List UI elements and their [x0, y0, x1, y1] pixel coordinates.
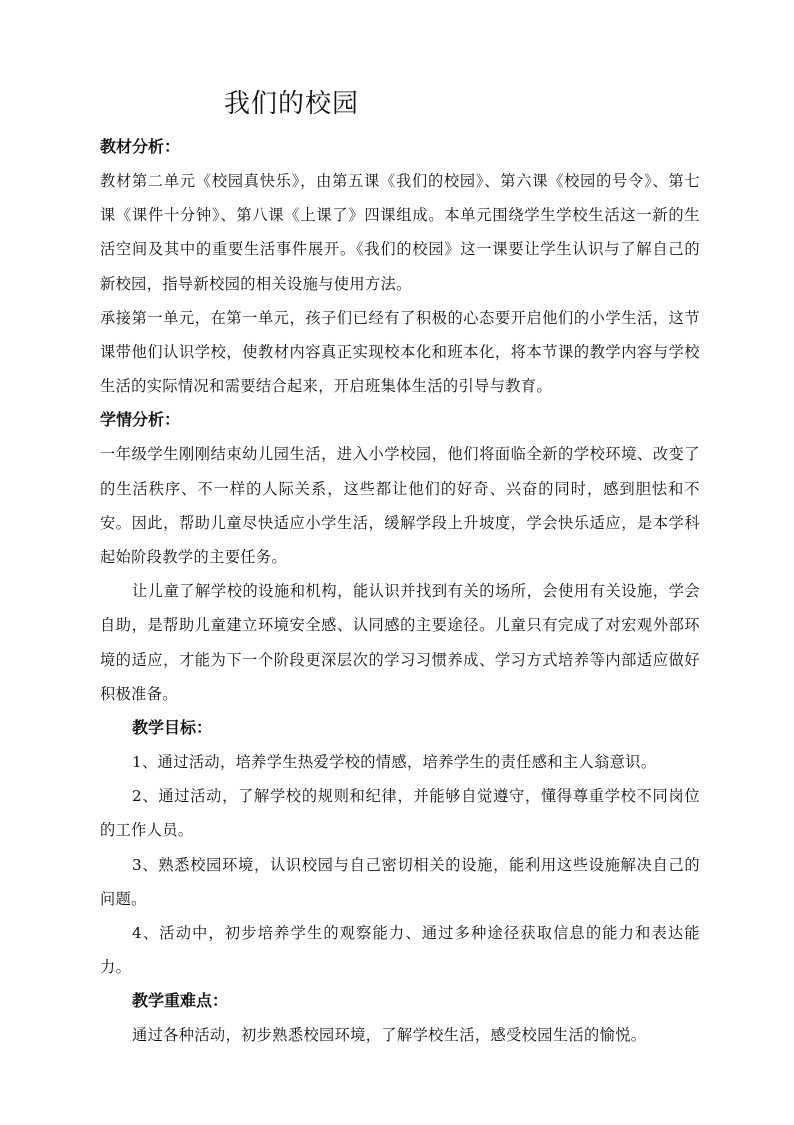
section-heading: 教学目标：	[132, 718, 213, 738]
goal-item: 4、活动中，初步培养学生的观察能力、通过多种途径获取信息的能力和表达能力。	[100, 924, 700, 977]
paragraph: 让儿童了解学校的设施和机构，能认识并找到有关的场所，会使用有关设施，学会自助，是帮助儿童建立环境安全感、认同感的主要途径。儿童只有完成了对宏观外部环境的适应，才能为下一个阶段更深层次的学习习惯养成、学习方式培养等内部适应做好积极准备。	[100, 582, 700, 703]
section-textbook-analysis	[100, 130, 700, 403]
goal-item: 3、熟悉校园环境，认识校园与自己密切相关的设施，能利用这些设施解决自己的问题。	[100, 855, 700, 908]
section-heading: 教学重难点：	[132, 991, 229, 1011]
section-student-analysis	[100, 403, 700, 711]
section-heading: 学情分析：	[100, 410, 181, 430]
goal-item: 2、通过活动，了解学校的规则和纪律，并能够自觉遵守，懂得尊重学校不同岗位的工作人员。	[100, 787, 700, 840]
paragraph: 一年级学生刚刚结束幼儿园生活，进入小学校园，他们将面临全新的学校环境、改变了的生活秩序、不一样的人际关系，这些都让他们的好奇、兴奋的同时，感到胆怯和不安。因此，帮助儿童尽快适应小学生活，缓解学段上升坡度，学会快乐适应，是本学科起始阶段教学的主要任务。	[100, 445, 700, 567]
section-key-points	[100, 984, 700, 1052]
document-title: 我们的校园	[224, 89, 360, 119]
section-heading: 教材分析：	[100, 137, 181, 156]
section-teaching-goals	[100, 711, 700, 984]
paragraph: 承接第一单元，在第一单元，孩子们已经有了积极的心态要开启他们的小学生活，这节课带他们认识学校，使教材内容真正实现校本化和班本化，将本节课的教学内容与学校生活的实际情况和需要结合起来，开启班集体生活的引导与教育。	[100, 308, 700, 396]
paragraph: 通过各种活动，初步熟悉校园环境，了解学校生活，感受校园生活的愉悦。	[132, 1026, 647, 1045]
goal-item: 1、通过活动，培养学生热爱学校的情感，培养学生的责任感和主人翁意识。	[132, 753, 657, 772]
paragraph: 教材第二单元《校园真快乐》，由第五课《我们的校园》、第六课《校园的号令》、第七课《课件十分钟》、第八课《上课了》四课组成。本单元围绕学生学校生活这一新的生活空间及其中的重要生活事件展开。《我们的校园》这一课要让学生认识与了解自己的新校园，指导新校园的相关设施与使用方法。	[100, 172, 700, 293]
document-body	[100, 130, 700, 1053]
